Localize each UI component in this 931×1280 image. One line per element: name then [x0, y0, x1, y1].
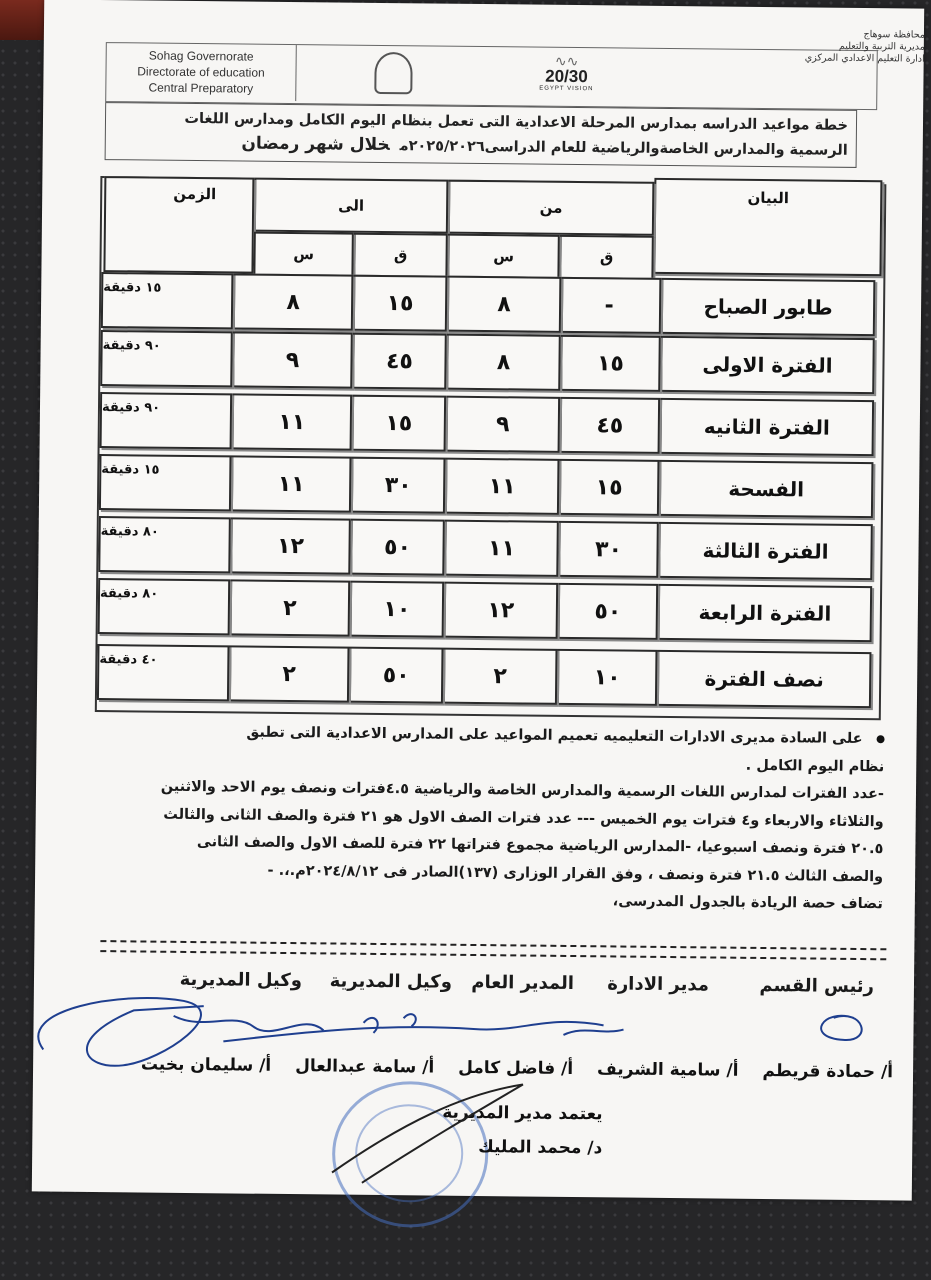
row-to-min: ٤٥ — [352, 333, 447, 390]
signatory-name: أ/ حمادة قريطم — [762, 1061, 894, 1083]
row-label: نصف الفترة — [657, 650, 872, 708]
row-label: الفترة الثانيه — [660, 398, 875, 456]
letterhead-arabic — [775, 28, 925, 66]
row-to-hour: ١١ — [232, 393, 353, 450]
governorate-logo — [374, 52, 412, 94]
approval-block — [342, 1095, 603, 1166]
note-line: والثلاثاء والاربعاء و٤ فترات يوم الخميس --- عدد فترات الصف الاول هو ٢١ فترة والصف الثانى والثالث — [163, 806, 884, 830]
row-to-hour: ٨ — [233, 273, 354, 330]
row-to-hour: ١٢ — [230, 517, 351, 574]
section-divider — [100, 940, 886, 960]
row-to-hour: ٩ — [232, 331, 353, 388]
header-duration: الزمن — [103, 176, 254, 274]
row-from-min: ٥٠ — [558, 583, 659, 640]
row-to-min: ٣٠ — [351, 457, 446, 514]
note-line: تضاف حصة الريادة بالجدول المدرسى، — [612, 893, 883, 913]
row-label: الفترة الرابعة — [658, 584, 873, 642]
header-from-min: ق — [559, 235, 653, 280]
notes-section — [103, 718, 885, 919]
row-from-hour: ٨ — [446, 334, 561, 391]
header-from-hour: س — [447, 234, 559, 279]
row-duration: ٤٠ دقيقة — [97, 644, 230, 701]
director-name: د/ محمد المليك — [478, 1137, 603, 1159]
row-to-hour: ٢ — [230, 579, 351, 636]
letterhead-en-line: Central Preparatory — [148, 80, 254, 96]
row-from-hour: ٢ — [443, 648, 558, 705]
row-duration: ١٥ دقيقة — [99, 454, 232, 511]
vision-logo-sub: EGYPT VISION — [539, 85, 594, 93]
header-to-min: ق — [353, 233, 447, 278]
egypt-vision-logo — [526, 53, 606, 100]
row-from-min: ١٠ — [557, 649, 658, 706]
row-from-min: ٤٥ — [560, 397, 661, 454]
bullet-icon — [877, 735, 885, 743]
row-from-hour: ١١ — [444, 520, 559, 577]
row-to-min: ٥٠ — [350, 519, 445, 576]
row-to-hour: ٢ — [229, 645, 350, 702]
signature-title: مدير الادارة — [607, 973, 710, 996]
document-page — [32, 0, 924, 1201]
signature-title: رئيس القسم — [759, 974, 875, 998]
note-line: -عدد الفترات لمدارس اللغات الرسمية والمدارس الخاصة والرياضية ٤.٥فترات ونصف يوم الاحد والاثنين — [160, 778, 885, 803]
row-duration: ٩٠ دقيقة — [100, 392, 233, 449]
row-duration: ٩٠ دقيقة — [100, 330, 233, 387]
title-line-1: خطة مواعيد الدراسه بمدارس المرحلة الاعدادية التى تعمل بنظام اليوم الكامل ومدارس اللغات — [184, 110, 849, 134]
row-duration: ٨٠ دقيقة — [98, 578, 231, 635]
vision-swirl-icon: ∿∿ — [554, 52, 579, 70]
letterhead-en-line: Directorate of education — [137, 64, 265, 80]
row-duration: ١٥ دقيقة — [101, 272, 234, 329]
row-duration: ٨٠ دقيقة — [98, 516, 231, 573]
row-label: الفترة الاولى — [660, 336, 875, 394]
row-from-hour: ١٢ — [444, 582, 559, 639]
vision-logo-text: 20/30 — [545, 66, 588, 87]
row-from-hour: ١١ — [445, 458, 560, 515]
row-from-min: ٣٠ — [558, 521, 659, 578]
letterhead — [105, 29, 925, 110]
signatory-name: أ/ سامية الشريف — [596, 1059, 739, 1081]
signature-title: المدير العام — [471, 971, 575, 995]
row-label: الفترة الثالثة — [658, 522, 873, 580]
approval-text: يعتمد مدير المديرية — [442, 1102, 603, 1125]
header-to: الى — [254, 178, 449, 234]
signature-title: وكيل المديرية — [179, 968, 303, 992]
row-to-min: ١٥ — [352, 395, 447, 452]
row-label: طابور الصباح — [661, 278, 876, 336]
note-line: والصف الثالث ٢١.٥ فترة ونصف ، وفق القرار الوزارى (١٣٧)الصادر فى ٢٠٢٤/٨/١٢م.،. - — [267, 862, 884, 885]
signature-title: وكيل المديرية — [329, 970, 453, 993]
schedule-table — [95, 176, 887, 720]
note-bullet-text: على السادة مديرى الادارات التعليميه تعميم المواعيد على المدارس الاعدادية التى تطبق — [246, 724, 863, 748]
title-line-2: الرسمية والمدارس الخاصةوالرياضية للعام الدراسى٢٠٢٥/٢٠٢٦م — [399, 138, 848, 159]
row-to-hour: ١١ — [231, 455, 352, 512]
signatory-name: أ/ سامة عبدالعال — [295, 1056, 435, 1078]
row-to-min: ٥٠ — [349, 647, 444, 704]
letterhead-ar-line: محافظة سوهاج — [863, 29, 925, 41]
letterhead-english — [106, 43, 297, 101]
note-line: نظام اليوم الكامل . — [745, 757, 885, 775]
row-from-min: ١٥ — [560, 335, 661, 392]
row-from-min: ١٥ — [559, 459, 660, 516]
row-from-hour: ٩ — [446, 396, 561, 453]
header-to-hour: س — [253, 232, 353, 277]
note-line: ٢٠.٥ فترة ونصف اسبوعيا، -المدارس الرياضية مجموع فتراتها ٢٢ فترة للصف الاول والصف الثانى — [196, 834, 884, 858]
title-ramadan: خلال شهر رمضان — [241, 133, 390, 156]
signature-names — [93, 1054, 893, 1082]
document-title — [105, 102, 858, 168]
row-to-min: ١٠ — [350, 581, 445, 638]
letterhead-ar-line: ادارة التعليم الاعدادي المركزي — [804, 52, 925, 65]
header-from: من — [448, 180, 655, 236]
row-from-hour: ٨ — [447, 276, 562, 333]
letterhead-en-line: Sohag Governorate — [148, 48, 254, 64]
row-from-min: - — [561, 277, 662, 334]
header-label: البيان — [653, 178, 882, 276]
signatory-name: أ/ سليمان بخيت — [140, 1054, 272, 1076]
row-label: الفسحة — [659, 460, 874, 518]
signatory-name: أ/ فاضل كامل — [458, 1057, 574, 1080]
letterhead-ar-line: مديرية التربية والتعليم — [838, 40, 925, 53]
row-to-min: ١٥ — [353, 275, 448, 332]
